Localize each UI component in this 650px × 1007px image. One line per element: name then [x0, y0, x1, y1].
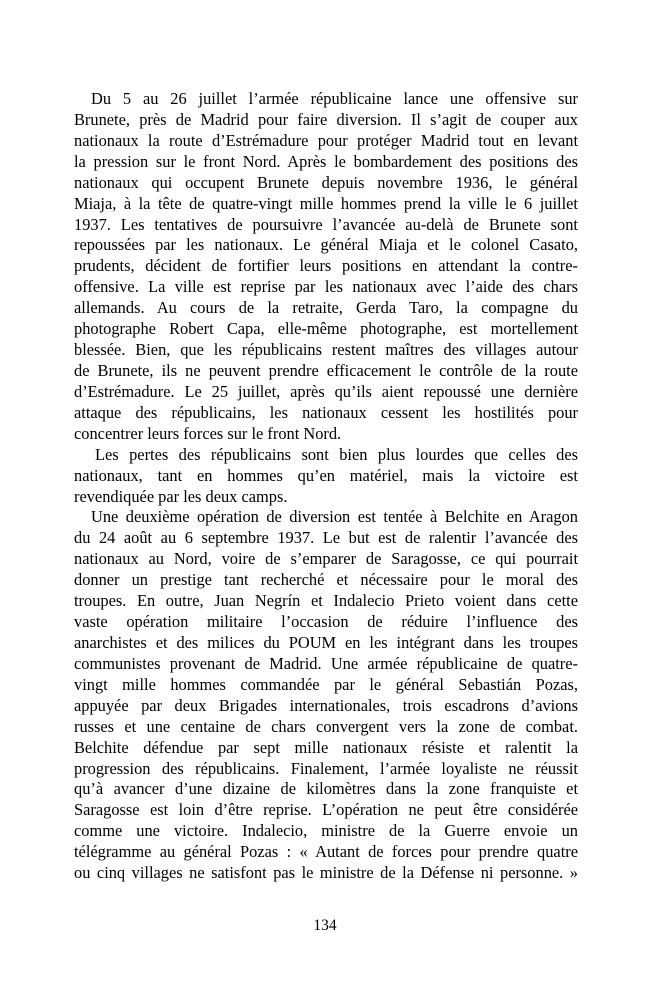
- text-line: repoussées par les nationaux. Le général Miaja et le colonel Casato,: [74, 235, 578, 255]
- text-line: allemands. Au cours de la retraite, Gerda Taro, la compagne du: [74, 298, 578, 318]
- text-line: 1937. Les tentatives de poursuivre l’avancée au-delà de Brunete sont: [74, 214, 578, 234]
- body-text: [74, 89, 578, 884]
- page-number: 134: [313, 917, 337, 934]
- text-line: concentrer leurs forces sur le front Nord.: [74, 423, 342, 443]
- text-line: Une deuxième opération de diversion est tentée à Belchite en Aragon: [91, 507, 578, 527]
- text-line: ou cinq villages ne satisfont pas le ministre de la Défense ni personne. »: [74, 863, 578, 883]
- text-line: d’Estrémadure. Le 25 juillet, après qu’ils aient repoussé une dernière: [74, 381, 578, 401]
- paragraph-losses: [74, 445, 578, 508]
- text-line: appuyée par deux Brigades internationales, trois escadrons d’avions: [74, 695, 578, 715]
- paragraph-belchite-operation: [74, 507, 578, 884]
- text-line: qu’à avancer d’une dizaine de kilomètres dans la zone franquiste et: [74, 779, 578, 799]
- text-line: donner un prestige tant recherché et nécessaire pour le moral des: [74, 570, 578, 590]
- text-line: communistes provenant de Madrid. Une armée républicaine de quatre-: [74, 653, 578, 673]
- text-line: troupes. En outre, Juan Negrín et Indalecio Prieto voient dans cette: [74, 591, 578, 611]
- text-line: Saragosse est loin d’être reprise. L’opération ne peut être considérée: [74, 800, 578, 820]
- text-line: la pression sur le front Nord. Après le bombardement des positions des: [74, 151, 578, 171]
- text-line: nationaux la route d’Estrémadure pour protéger Madrid tout en levant: [74, 130, 578, 150]
- text-line: comme une victoire. Indalecio, ministre de la Guerre envoie un: [74, 821, 578, 841]
- paragraph-brunete-offensive: [74, 89, 578, 445]
- text-line: nationaux, tant en hommes qu’en matériel, mais la victoire est: [74, 465, 578, 485]
- text-line: Du 5 au 26 juillet l’armée républicaine lance une offensive sur: [91, 89, 578, 108]
- text-line: blessée. Bien, que les républicains restent maîtres des villages autour: [74, 340, 578, 360]
- text-line: anarchistes et des milices du POUM en les intégrant dans les troupes: [74, 632, 578, 652]
- text-line: nationaux qui occupent Brunete depuis novembre 1936, le général: [74, 172, 578, 192]
- text-line: Belchite défendue par sept mille nationaux résiste et ralentit la: [74, 737, 578, 757]
- text-line: Miaja, à la tête de quatre-vingt mille hommes prend la ville le 6 juillet: [74, 193, 578, 213]
- text-line: vingt mille hommes commandée par le général Sebastián Pozas,: [74, 674, 578, 694]
- text-line: progression des républicains. Finalement, l’armée loyaliste ne réussit: [74, 758, 578, 778]
- text-line: Les pertes des républicains sont bien plus lourdes que celles des: [95, 444, 578, 464]
- text-line: prudents, décident de fortifier leurs positions en attendant la contre-: [74, 256, 578, 276]
- text-line: Brunete, près de Madrid pour faire diversion. Il s’agit de couper aux: [74, 109, 578, 129]
- text-line: vaste opération militaire l’occasion de réduire l’influence des: [74, 612, 578, 632]
- text-line: revendiquée par les deux camps.: [74, 486, 288, 506]
- text-line: russes et une centaine de chars convergent vers la zone de combat.: [74, 716, 578, 736]
- text-line: nationaux au Nord, voire de s’emparer de Saragosse, ce qui pourrait: [74, 549, 578, 569]
- text-line: offensive. La ville est reprise par les nationaux avec l’aide des chars: [74, 277, 578, 297]
- text-line: télégramme au général Pozas : « Autant de forces pour prendre quatre: [74, 842, 578, 862]
- text-line: attaque des républicains, les nationaux cessent les hostilités pour: [74, 402, 578, 422]
- text-line: du 24 août au 6 septembre 1937. Le but est de ralentir l’avancée des: [74, 528, 578, 548]
- text-line: photographe Robert Capa, elle-même photographe, est mortellement: [74, 319, 578, 339]
- text-line: de Brunete, ils ne peuvent prendre efficacement le contrôle de la route: [74, 360, 578, 380]
